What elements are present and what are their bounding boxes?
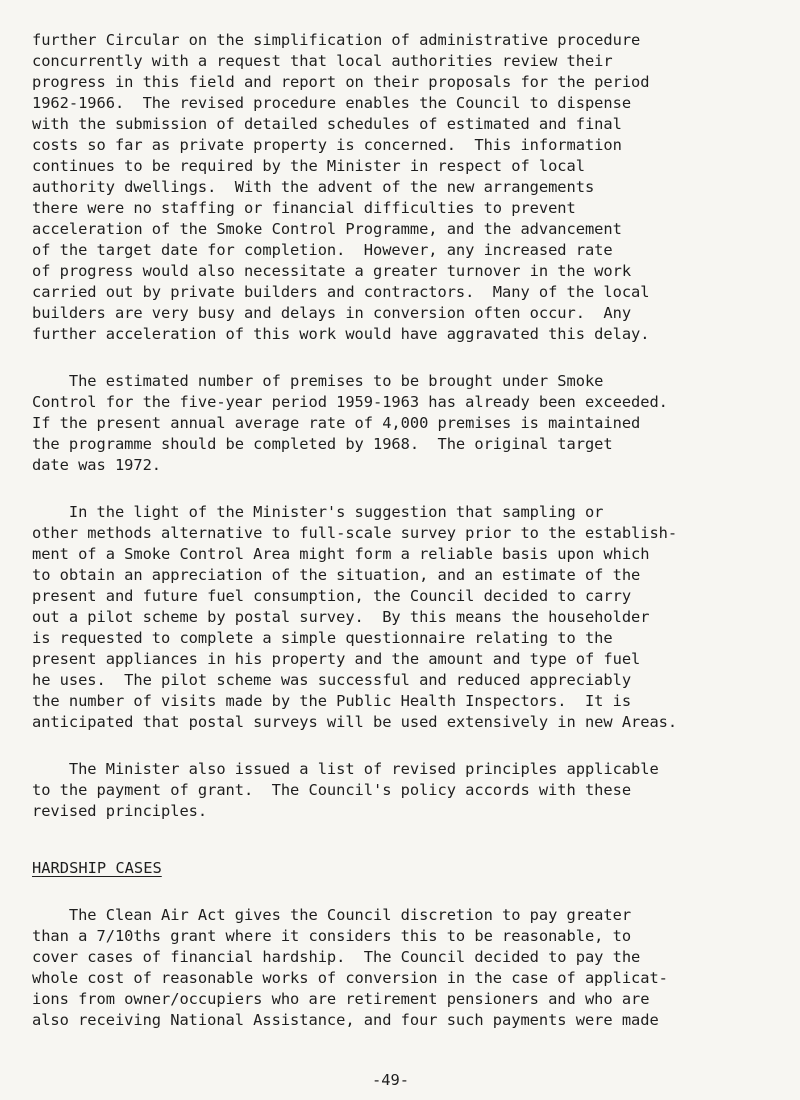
- text-line: concurrently with a request that local authorities review their: [32, 52, 613, 70]
- text-line: ions from owner/occupiers who are retirement pensioners and who are: [32, 990, 650, 1008]
- text-line: In the light of the Minister's suggestion that sampling or: [32, 503, 604, 521]
- text-line: to the payment of grant. The Council's policy accords with these: [32, 781, 632, 799]
- page-number: -49-: [372, 1071, 410, 1089]
- text-line: revised principles.: [32, 802, 208, 820]
- text-line: The estimated number of premises to be brought under Smoke: [32, 372, 604, 390]
- text-line: anticipated that postal surveys will be used extensively in new Areas.: [32, 713, 678, 731]
- text-line: progress in this field and report on their proposals for the period: [32, 73, 650, 91]
- text-line: costs so far as private property is concerned. This information: [32, 136, 622, 154]
- text-line: the programme should be completed by 1968. The original target: [32, 435, 613, 453]
- text-line: continues to be required by the Minister in respect of local: [32, 157, 585, 175]
- text-line: acceleration of the Smoke Control Programme, and the advancement: [32, 220, 622, 238]
- text-line: further acceleration of this work would have aggravated this delay.: [32, 325, 650, 343]
- text-line: present and future fuel consumption, the Council decided to carry: [32, 587, 632, 605]
- text-line: date was 1972.: [32, 456, 162, 474]
- text-line: of progress would also necessitate a greater turnover in the work: [32, 262, 632, 280]
- text-line: builders are very busy and delays in conversion often occur. Any: [32, 304, 632, 322]
- text-line: authority dwellings. With the advent of the new arrangements: [32, 178, 595, 196]
- text-line: further Circular on the simplification of administrative procedure: [32, 31, 641, 49]
- text-line: The Clean Air Act gives the Council discretion to pay greater: [32, 906, 632, 924]
- text-line: ment of a Smoke Control Area might form a reliable basis upon which: [32, 545, 650, 563]
- text-line: If the present annual average rate of 4,000 premises is maintained: [32, 414, 641, 432]
- text-line: also receiving National Assistance, and four such payments were made: [32, 1011, 659, 1029]
- text-line: he uses. The pilot scheme was successful and reduced appreciably: [32, 671, 632, 689]
- text-line: out a pilot scheme by postal survey. By this means the householder: [32, 608, 650, 626]
- text-line: there were no staffing or financial difficulties to prevent: [32, 199, 576, 217]
- text-line: whole cost of reasonable works of conversion in the case of applicat-: [32, 969, 668, 987]
- text-line: cover cases of financial hardship. The Council decided to pay the: [32, 948, 641, 966]
- text-line: the number of visits made by the Public Health Inspectors. It is: [32, 692, 632, 710]
- text-line: is requested to complete a simple questionnaire relating to the: [32, 629, 613, 647]
- text-line: of the target date for completion. However, any increased rate: [32, 241, 613, 259]
- text-line: 1962-1966. The revised procedure enables the Council to dispense: [32, 94, 632, 112]
- text-line: than a 7/10ths grant where it considers this to be reasonable, to: [32, 927, 632, 945]
- section-heading: HARDSHIP CASES: [32, 859, 162, 877]
- text-line: carried out by private builders and contractors. Many of the local: [32, 283, 650, 301]
- text-line: The Minister also issued a list of revised principles applicable: [32, 760, 659, 778]
- text-line: to obtain an appreciation of the situation, and an estimate of the: [32, 566, 641, 584]
- text-line: present appliances in his property and the amount and type of fuel: [32, 650, 641, 668]
- text-line: Control for the five-year period 1959-1963 has already been exceeded.: [32, 393, 668, 411]
- text-line: other methods alternative to full-scale survey prior to the establish-: [32, 524, 678, 542]
- text-line: with the submission of detailed schedules of estimated and final: [32, 115, 622, 133]
